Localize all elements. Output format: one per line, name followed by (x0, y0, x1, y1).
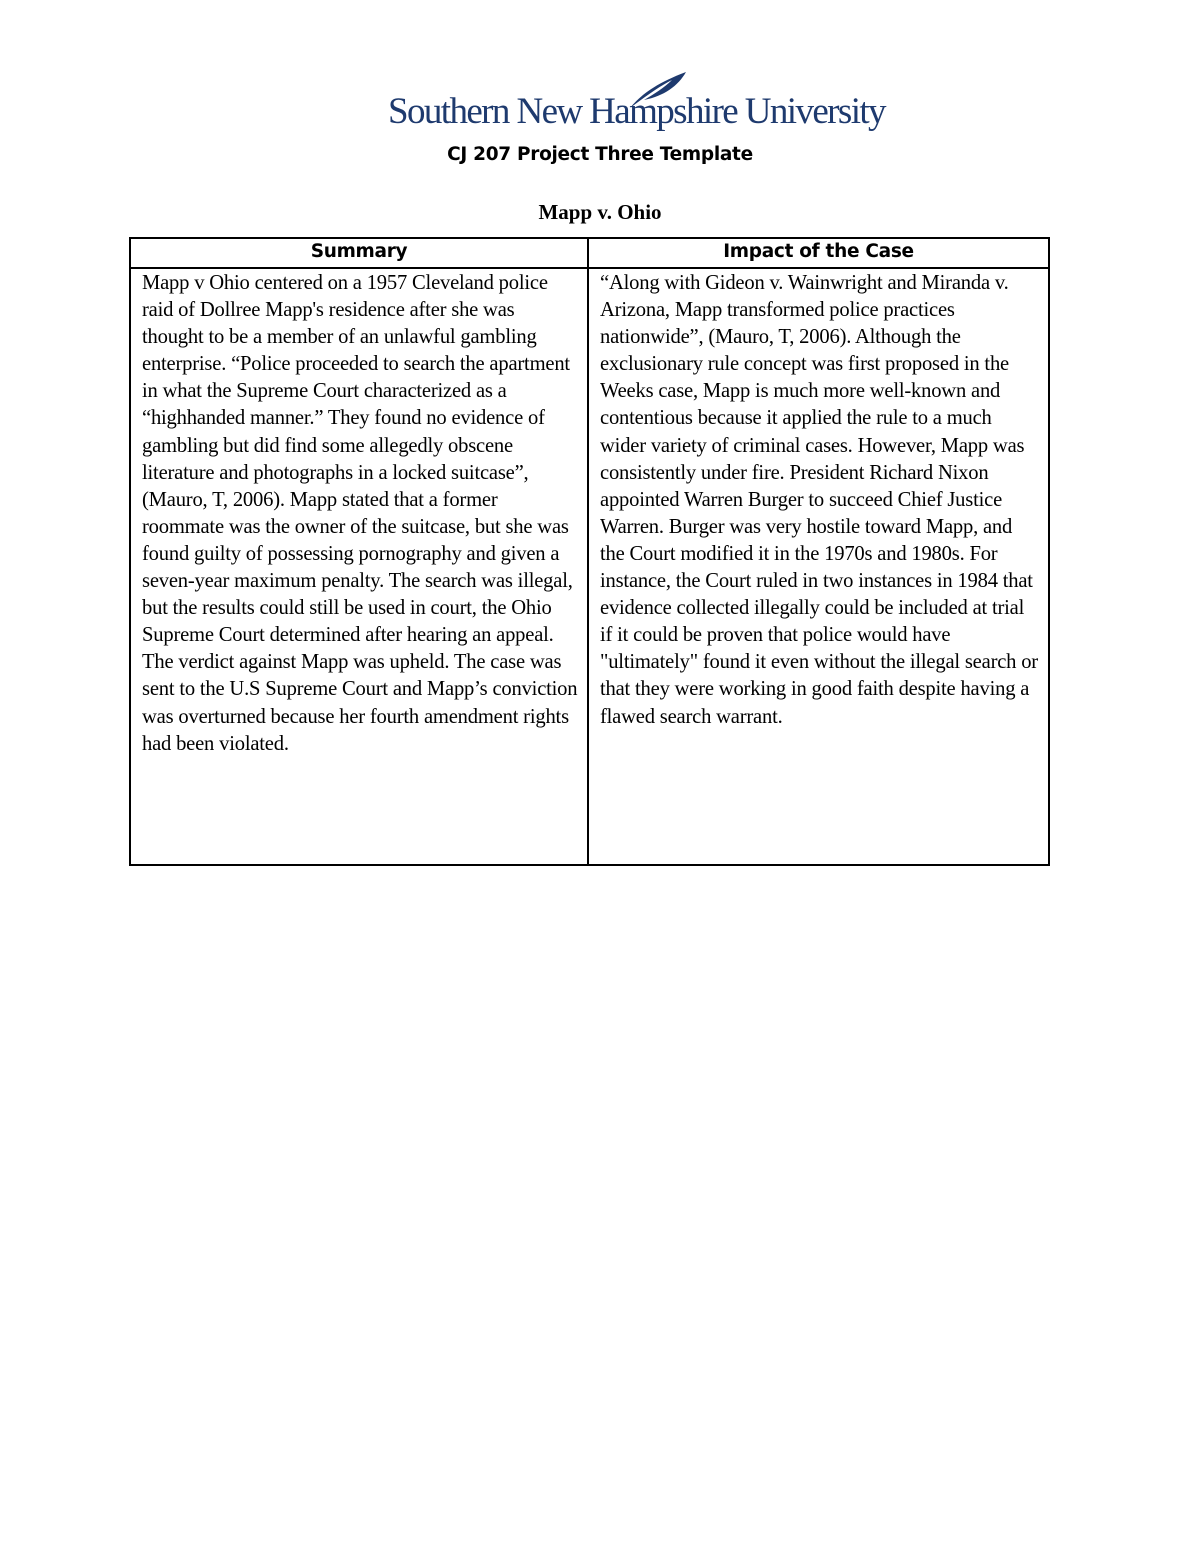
document-title: CJ 207 Project Three Template (447, 144, 753, 165)
impact-cell: “Along with Gideon v. Wainwright and Miranda v. Arizona, Mapp transformed police practices nationwide”, (Mauro, T, 2006). Although the exclusionary rule concept was first proposed in the Weeks case, Mapp is much more well-known and contentious because it applied the rule to a much wider variety of criminal cases. However, Mapp was consistently under fire. President Richard Nixon appointed Warren Burger to succeed Chief Justice Warren. Burger was very hostile toward Mapp, and the Court modified it in the 1970s and 1980s. For instance, the Court ruled in two instances in 1984 that evidence collected illegally could be included at trial if it could be proven that police would have "ultimately" found it even without the illegal search or that they were working in good faith despite having a flawed search warrant. (588, 268, 1049, 865)
table-row (130, 268, 1049, 865)
table-header-row (130, 238, 1049, 268)
case-title: Mapp v. Ohio (538, 200, 662, 224)
university-logo (388, 70, 885, 138)
summary-cell: Mapp v Ohio centered on a 1957 Cleveland police raid of Dollree Mapp's residence after she was thought to be a member of an unlawful gambling enterprise. “Police proceeded to search the apartment in what the Supreme Court characterized as a “highhanded manner.” They found no evidence of gambling but did find some allegedly obscene literature and photographs in a locked suitcase”, (Mauro, T, 2006). Mapp stated that a former roommate was the owner of the suitcase, but she was found guilty of possessing pornography and given a seven-year maximum penalty. The search was illegal, but the results could still be used in court, the Ohio Supreme Court determined after hearing an appeal. The verdict against Mapp was upheld. The case was sent to the U.S Supreme Court and Mapp’s conviction was overturned because her fourth amendment rights had been violated. (130, 268, 588, 865)
impact-column-header: Impact of the Case (588, 238, 1049, 268)
logo-text: Southern New Hampshire University (388, 91, 885, 132)
case-table (129, 237, 1050, 866)
summary-column-header: Summary (130, 238, 588, 268)
